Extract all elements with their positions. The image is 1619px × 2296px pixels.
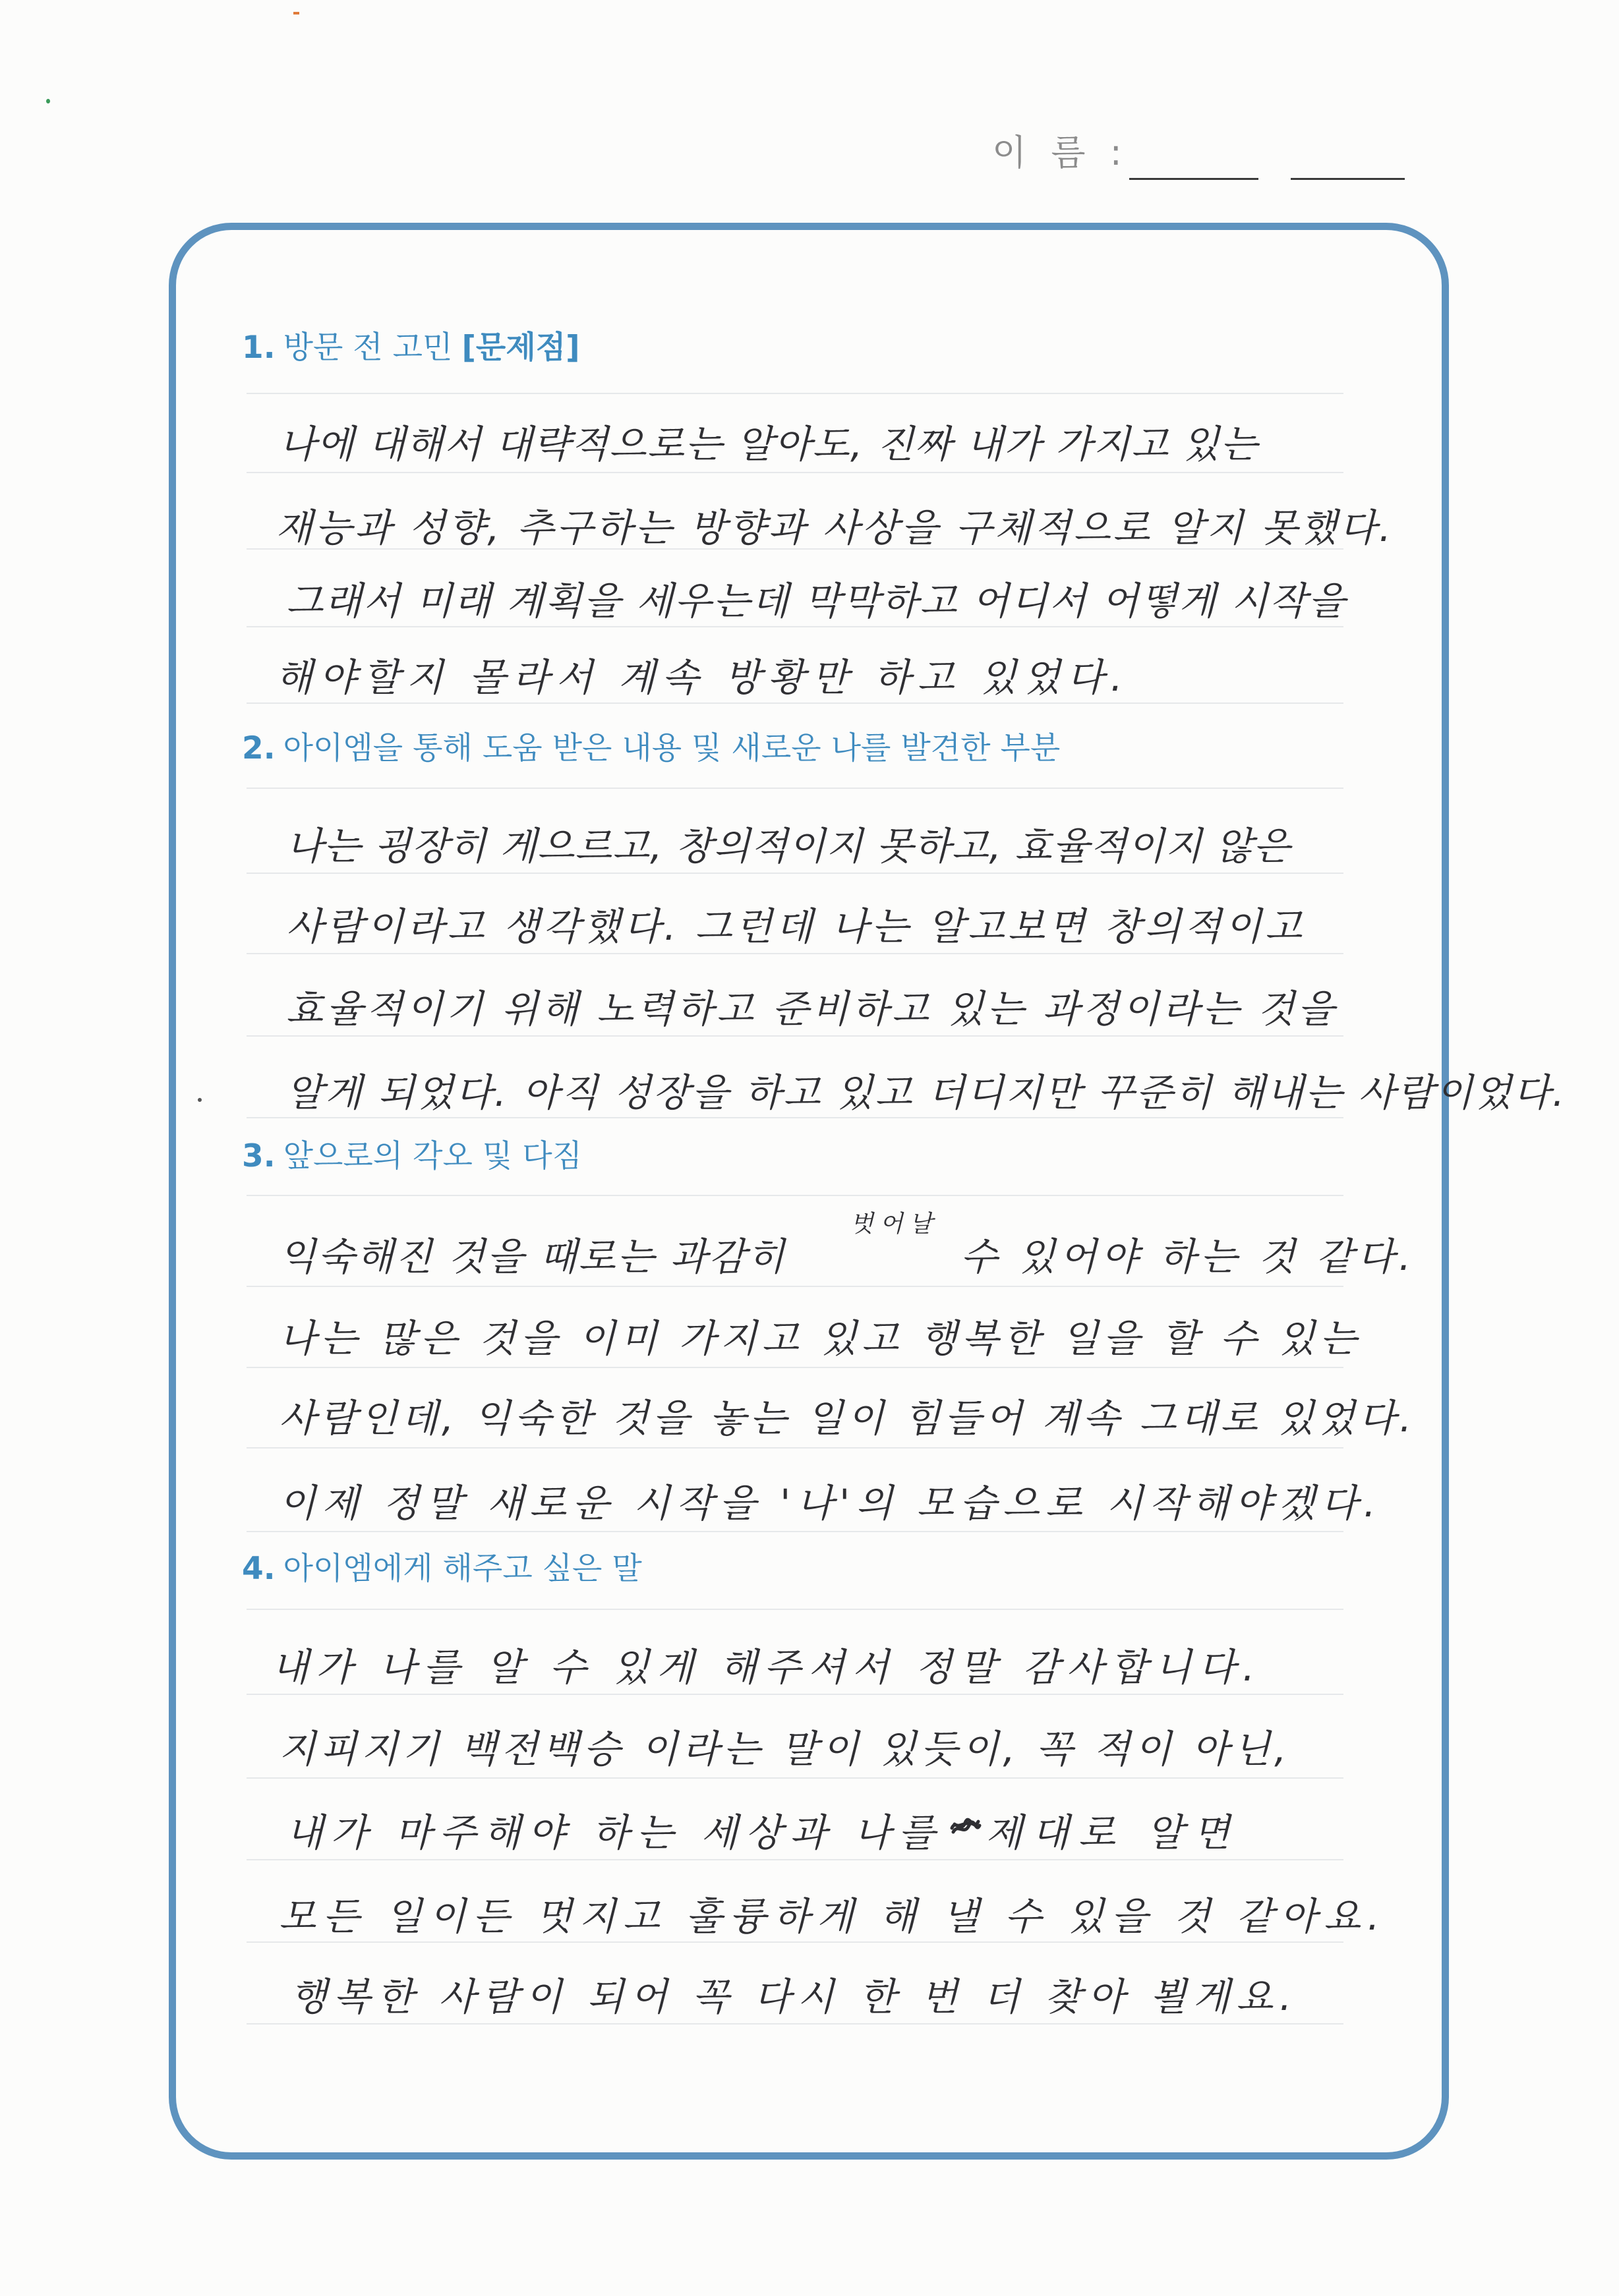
ruled-line bbox=[247, 1941, 1343, 1943]
section-number: 2. bbox=[242, 730, 276, 766]
ruled-line bbox=[247, 1694, 1343, 1695]
section-number: 4. bbox=[242, 1551, 276, 1587]
ruled-line bbox=[247, 1035, 1343, 1037]
handwritten-text: 사람이라고 생각했다. 그런데 나는 알고보면 창의적이고 bbox=[286, 904, 1305, 949]
handwritten-line bbox=[272, 1644, 1262, 1691]
ruled-line bbox=[247, 703, 1343, 704]
ruled-line bbox=[247, 1859, 1343, 1860]
handwritten-text: 내가 나를 알 수 있게 해주셔서 정말 감사합니다. bbox=[272, 1645, 1262, 1690]
handwritten-line bbox=[286, 903, 1305, 950]
handwritten-text: 해야할지 몰라서 계속 방황만 하고 있었다. bbox=[276, 655, 1129, 700]
name-underline-right[interactable] bbox=[1291, 178, 1405, 180]
handwritten-text: 사람인데, 익숙한 것을 놓는 일이 힘들어 계속 그대로 있었다. bbox=[279, 1396, 1415, 1441]
handwritten-line-part bbox=[279, 1233, 786, 1280]
handwritten-line bbox=[279, 1315, 1361, 1362]
section-number: 3. bbox=[242, 1138, 276, 1174]
handwritten-line-part bbox=[960, 1233, 1415, 1280]
handwritten-text: 그래서 미래 계획을 세우는데 막막하고 어디서 어떻게 시작을 bbox=[286, 579, 1347, 623]
handwritten-text: 효율적이기 위해 노력하고 준비하고 있는 과정이라는 것을 bbox=[286, 987, 1338, 1031]
handwritten-line bbox=[286, 985, 1338, 1033]
handwritten-line bbox=[286, 822, 1291, 870]
section-1-heading bbox=[242, 330, 580, 366]
ruled-line bbox=[247, 1367, 1343, 1368]
handwritten-text: 모든 일이든 멋지고 훌륭하게 해 낼 수 있을 것 같아요. bbox=[279, 1894, 1386, 1939]
section-4-heading bbox=[242, 1551, 642, 1588]
handwritten-line bbox=[276, 504, 1394, 552]
handwritten-text: 지피지기 백전백승 이라는 말이 있듯이, 꼭 적이 아닌, bbox=[279, 1727, 1291, 1771]
section-3-heading bbox=[242, 1138, 582, 1175]
ruled-line bbox=[247, 953, 1343, 954]
handwritten-text: 나는 굉장히 게으르고, 창의적이지 못하고, 효율적이지 않은 bbox=[286, 824, 1291, 869]
name-label: 이 름 : bbox=[992, 132, 1129, 173]
handwritten-text: 익숙해진 것을 때로는 과감히 bbox=[279, 1234, 786, 1279]
scribbled-out-mark bbox=[949, 1814, 982, 1839]
handwritten-line bbox=[279, 1725, 1291, 1773]
handwritten-text: 수 있어야 하는 것 같다. bbox=[960, 1234, 1415, 1279]
name-underline-left[interactable] bbox=[1129, 178, 1258, 180]
handwritten-insertion bbox=[850, 1210, 939, 1239]
ruled-line bbox=[247, 1777, 1343, 1779]
ruled-line bbox=[247, 788, 1343, 789]
handwritten-line bbox=[279, 1893, 1386, 1940]
section-number: 1. bbox=[242, 330, 276, 366]
handwritten-text: 제대로 알면 bbox=[986, 1810, 1239, 1855]
section-title: 아이엠에게 해주고 싶은 말 bbox=[283, 1551, 642, 1587]
handwritten-line bbox=[286, 577, 1347, 625]
handwritten-line bbox=[279, 1479, 1382, 1527]
section-tag: [문제점] bbox=[461, 330, 580, 366]
ruled-line bbox=[247, 1531, 1343, 1532]
handwritten-text: 알게 되었다. 아직 성장을 하고 있고 더디지만 꾸준히 해내는 사람이었다. bbox=[286, 1070, 1566, 1115]
handwritten-text: 나에 대해서 대략적으로는 알아도, 진짜 내가 가지고 있는 bbox=[279, 422, 1258, 467]
ruled-line bbox=[247, 1195, 1343, 1196]
handwritten-line bbox=[279, 1394, 1415, 1442]
scan-mark-orange bbox=[293, 12, 299, 14]
ruled-line bbox=[247, 1117, 1343, 1118]
ruled-line bbox=[247, 393, 1343, 394]
handwritten-line bbox=[279, 420, 1258, 468]
handwritten-insert-text: 벗어날 bbox=[850, 1211, 939, 1238]
handwritten-text: 나는 많은 것을 이미 가지고 있고 행복한 일을 할 수 있는 bbox=[279, 1316, 1361, 1361]
handwritten-text: 재능과 성향, 추구하는 방향과 사상을 구체적으로 알지 못했다. bbox=[276, 505, 1394, 550]
section-title: 앞으로의 각오 및 다짐 bbox=[283, 1138, 582, 1174]
ruled-line bbox=[247, 1609, 1343, 1610]
ruled-line bbox=[247, 472, 1343, 473]
section-title: 방문 전 고민 bbox=[283, 330, 453, 366]
ruled-line bbox=[247, 2023, 1343, 2024]
handwritten-line bbox=[276, 654, 1129, 701]
handwritten-text: 이제 정말 새로운 시작을 '나'의 모습으로 시작해야겠다. bbox=[279, 1481, 1382, 1526]
handwritten-line-part bbox=[986, 1809, 1239, 1856]
section-2-heading bbox=[242, 730, 1060, 767]
handwritten-text: 행복한 사람이 되어 꼭 다시 한 번 더 찾아 뵐게요. bbox=[290, 1974, 1298, 2019]
handwritten-line-part bbox=[286, 1809, 943, 1856]
ruled-line bbox=[247, 1286, 1343, 1287]
ruled-line bbox=[247, 1447, 1343, 1449]
ruled-line bbox=[247, 873, 1343, 874]
section-title: 아이엠을 통해 도움 받은 내용 및 새로운 나를 발견한 부분 bbox=[283, 730, 1061, 766]
ruled-line bbox=[247, 626, 1343, 627]
handwritten-line bbox=[290, 1973, 1298, 2021]
scan-mark-green bbox=[46, 99, 50, 103]
handwritten-text: 내가 마주해야 하는 세상과 나를 bbox=[286, 1810, 943, 1855]
handwritten-line bbox=[286, 1069, 1566, 1116]
